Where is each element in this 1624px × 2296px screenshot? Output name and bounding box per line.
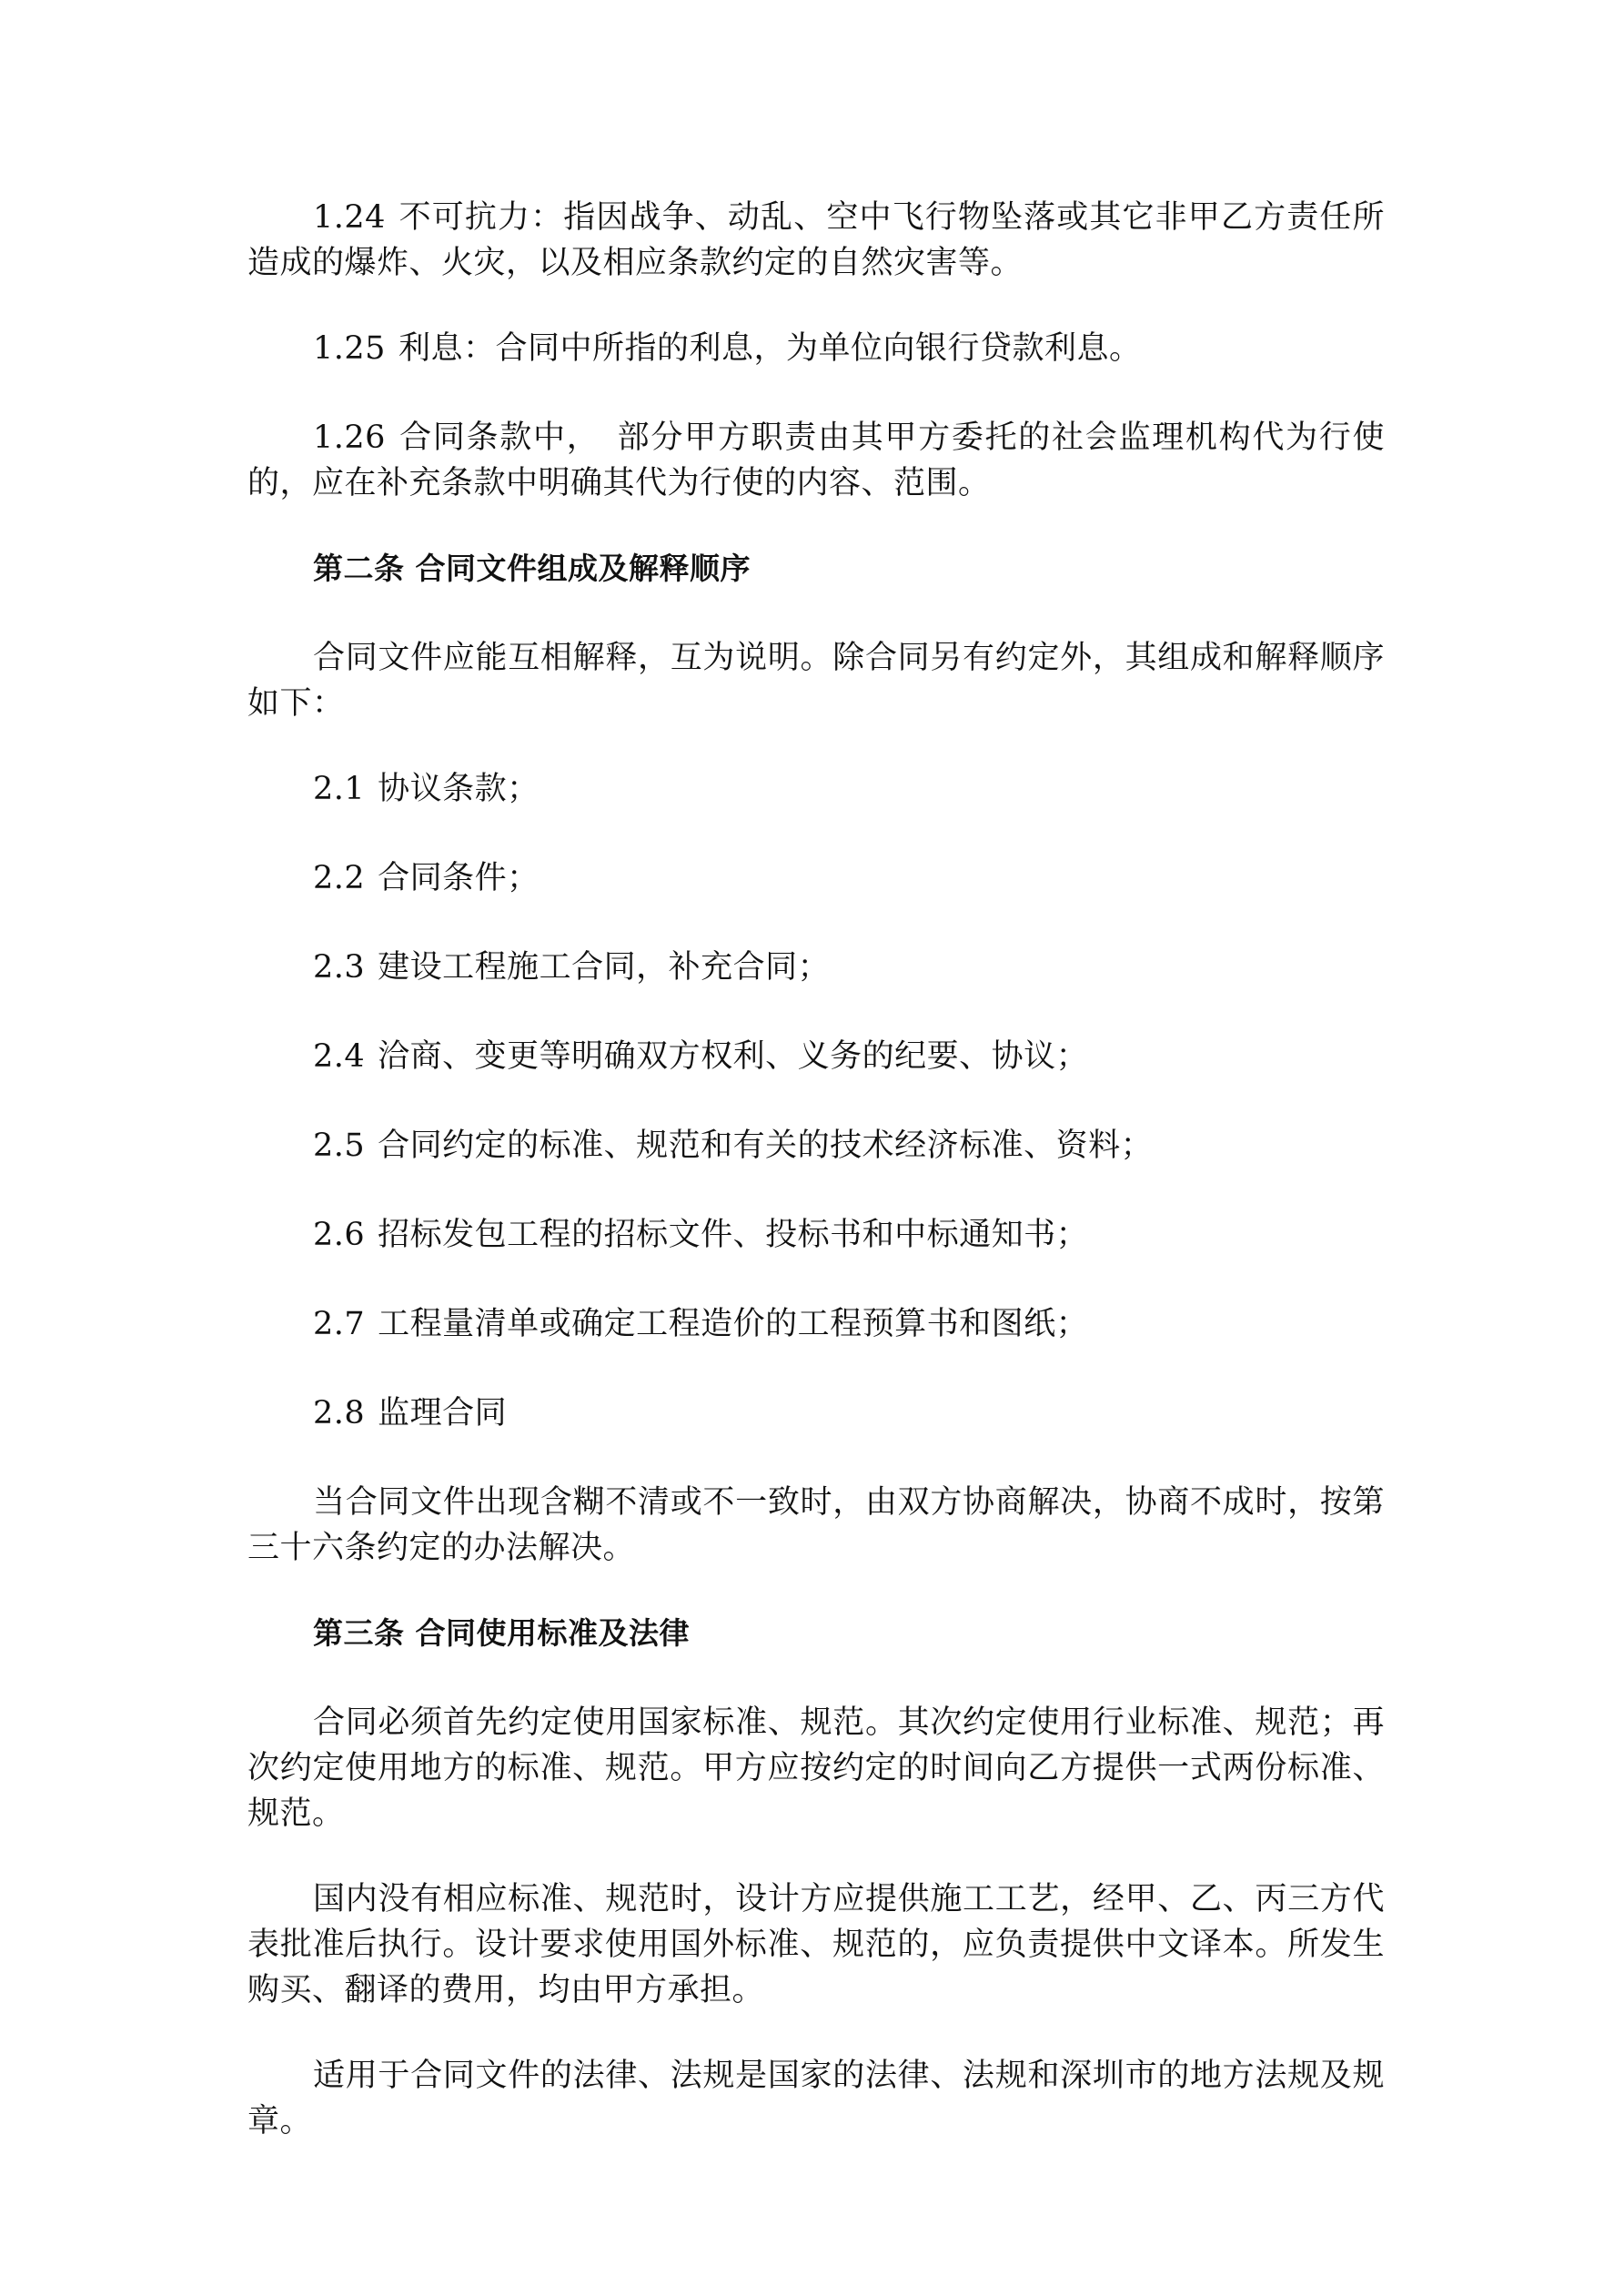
list-item-2-4 <box>247 1034 1385 1079</box>
item-text: 协议条款； <box>378 771 540 807</box>
item-text: 工程量清单或确定工程造价的工程预算书和图纸； <box>378 1306 1089 1342</box>
clause-text: 合同条款中， 部分甲方职责由其甲方委托的社会监理机构代为行使的，应在补充条款中明确其代为行使的内容、范围。 <box>247 420 1385 501</box>
item-number: 2.5 <box>313 1128 366 1164</box>
item-number: 2.7 <box>313 1306 366 1342</box>
clause-text: 不可抗力：指因战争、动乱、空中飞行物坠落或其它非甲乙方责任所造成的爆炸、火灾，以及相应条款约定的自然灾害等。 <box>247 199 1385 281</box>
clause-number: 1.26 <box>313 420 386 456</box>
item-number: 2.4 <box>313 1038 366 1075</box>
clause-1-26 <box>247 415 1385 506</box>
item-number: 2.6 <box>313 1217 366 1253</box>
clause-number: 1.24 <box>313 199 386 236</box>
clause-1-24 <box>247 195 1385 286</box>
list-item-2-6 <box>247 1212 1385 1258</box>
document-body <box>247 195 1385 2184</box>
item-text: 建设工程施工合同，补充合同； <box>378 949 831 986</box>
item-number: 2.3 <box>313 949 366 986</box>
list-item-2-5 <box>247 1123 1385 1168</box>
list-item-2-7 <box>247 1301 1385 1347</box>
article-2-intro: 合同文件应能互相解释，互为说明。除合同另有约定外，其组成和解释顺序如下： <box>247 640 1385 722</box>
article-3-heading: 第三条 合同使用标准及法律 <box>313 1615 690 1651</box>
clause-number: 1.25 <box>313 330 386 367</box>
item-number: 2.2 <box>313 860 366 896</box>
list-item-2-2 <box>247 855 1385 901</box>
list-item-2-1 <box>247 766 1385 812</box>
article-2-heading: 第二条 合同文件组成及解释顺序 <box>313 551 751 586</box>
article-3-paragraph-1: 合同必须首先约定使用国家标准、规范。其次约定使用行业标准、规范；再次约定使用地方的标准、规范。甲方应按约定的时间向乙方提供一式两份标准、规范。 <box>247 1704 1385 1832</box>
item-text: 招标发包工程的招标文件、投标书和中标通知书； <box>378 1217 1089 1253</box>
item-text: 监理合同 <box>378 1395 508 1431</box>
clause-text: 利息：合同中所指的利息，为单位向银行贷款利息。 <box>398 330 1142 367</box>
list-item-2-3 <box>247 945 1385 990</box>
clause-1-25 <box>247 326 1385 371</box>
article-2-closing: 当合同文件出现含糊不清或不一致时，由双方协商解决，协商不成时，按第三十六条约定的办法解决。 <box>247 1484 1385 1566</box>
item-text: 合同条件； <box>378 860 540 896</box>
item-text: 洽商、变更等明确双方权利、义务的纪要、协议； <box>378 1038 1089 1075</box>
list-item-2-8 <box>247 1391 1385 1436</box>
article-3-paragraph-3: 适用于合同文件的法律、法规是国家的法律、法规和深圳市的地方法规及规章。 <box>247 2058 1385 2139</box>
item-text: 合同约定的标准、规范和有关的技术经济标准、资料； <box>378 1128 1154 1164</box>
item-number: 2.8 <box>313 1395 366 1431</box>
article-3-paragraph-2: 国内没有相应标准、规范时，设计方应提供施工工艺，经甲、乙、丙三方代表批准后执行。设计要求使用国外标准、规范的，应负责提供中文译本。所发生购买、翻译的费用，均由甲方承担。 <box>247 1881 1385 2008</box>
item-number: 2.1 <box>313 771 366 807</box>
